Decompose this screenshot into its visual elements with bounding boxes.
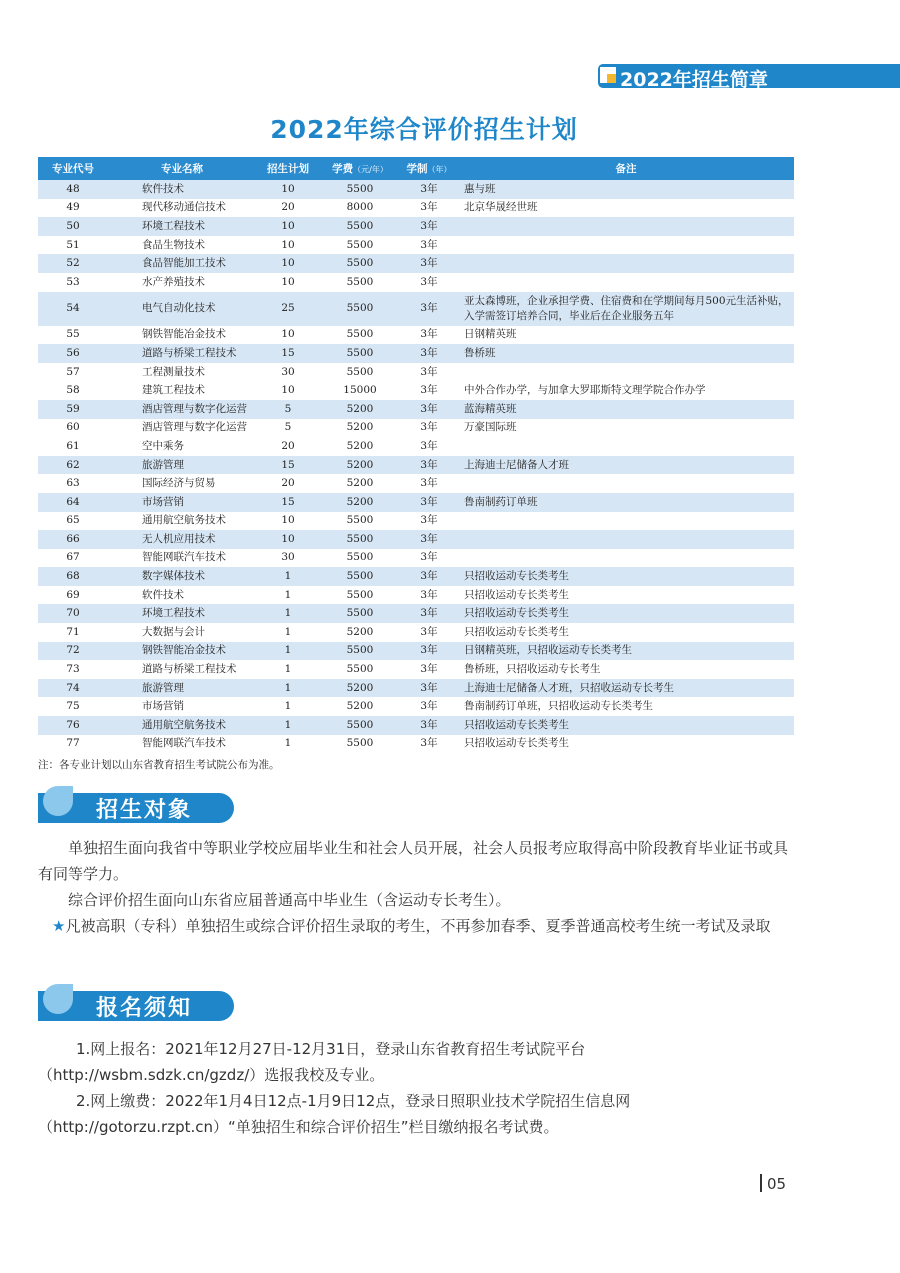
- cell-remark: [458, 437, 794, 456]
- section-heading-registration: [38, 990, 238, 1022]
- cell-years: 3年: [400, 530, 458, 549]
- table-row: [38, 273, 794, 292]
- table-row: [38, 735, 794, 754]
- cell-name: 工程测量技术: [142, 365, 205, 378]
- cell-plan: 10: [281, 384, 295, 397]
- cell-name: 道路与桥梁工程技术: [108, 344, 256, 363]
- header-years-unit: （年）: [427, 165, 452, 174]
- cell-plan: 20: [281, 439, 295, 452]
- table-header-row: [38, 157, 794, 180]
- cell-years: 3年: [420, 663, 438, 676]
- paragraph: [38, 913, 800, 939]
- cell-years: 3年: [420, 421, 438, 434]
- cell-plan: 1: [256, 679, 320, 698]
- cell-years: 3年: [420, 275, 438, 288]
- cell-years: 3年: [400, 493, 458, 512]
- cell-name: 酒店管理与数字化运营: [142, 421, 247, 434]
- cell-plan: 1: [256, 642, 320, 661]
- table-row: [38, 512, 794, 531]
- cell-code: 60: [66, 421, 80, 434]
- cell-code: 69: [66, 588, 80, 601]
- table-row: [38, 716, 794, 735]
- cell-name: 智能网联汽车技术: [142, 737, 226, 750]
- table-row: [38, 292, 794, 326]
- cell-remark: [458, 254, 794, 273]
- cell-remark: 只招收运动专长类考生: [458, 716, 794, 735]
- cell-plan: 20: [281, 201, 295, 214]
- table-row: [38, 217, 794, 236]
- cell-fee: 5500: [320, 716, 400, 735]
- cell-fee: 5500: [320, 567, 400, 586]
- cell-plan: 10: [256, 217, 320, 236]
- cell-fee: 5500: [346, 514, 374, 527]
- table-row: [38, 419, 794, 438]
- cell-name: 旅游管理: [108, 679, 256, 698]
- cell-plan: 1: [284, 737, 292, 750]
- page-title: 2022年综合评价招生计划: [270, 115, 578, 144]
- cell-name: 道路与桥梁工程技术: [142, 663, 237, 676]
- table-row: [38, 697, 794, 716]
- cell-years: 3年: [400, 679, 458, 698]
- cell-plan: 15: [256, 493, 320, 512]
- leaf-icon: [43, 984, 73, 1014]
- cell-years: 3年: [400, 180, 458, 199]
- cell-remark: 鲁桥班，只招收运动专长考生: [464, 663, 601, 676]
- cell-fee: 5500: [346, 275, 374, 288]
- cell-remark: 惠与班: [458, 180, 794, 199]
- cell-fee: 5500: [320, 217, 400, 236]
- header-years: [400, 157, 458, 180]
- cell-remark: 上海迪士尼储备人才班，只招收运动专长考生: [458, 679, 794, 698]
- cell-plan: 1: [284, 700, 292, 713]
- banner-title: 2022年招生简章: [620, 69, 768, 91]
- header-code: 专业代号: [38, 157, 108, 180]
- cell-code: 76: [38, 716, 108, 735]
- cell-fee: 5500: [320, 642, 400, 661]
- paragraph: 单独招生面向我省中等职业学校应届毕业生和社会人员开展，社会人员报考应取得高中阶段教育毕业证书或具有同等学力。: [38, 839, 789, 883]
- cell-years: 3年: [420, 737, 438, 750]
- table-row: [38, 493, 794, 512]
- table-row: [38, 642, 794, 661]
- table-row: [38, 660, 794, 679]
- cell-name: 水产养殖技术: [142, 275, 205, 288]
- table-row: [38, 236, 794, 255]
- section-heading-label: 报名须知: [96, 996, 193, 1021]
- table-row: [38, 180, 794, 199]
- cell-name: 通用航空航务技术: [142, 514, 226, 527]
- cell-code: 54: [38, 292, 108, 326]
- cell-fee: 5500: [320, 530, 400, 549]
- cell-fee: 5200: [346, 439, 374, 452]
- cell-remark: [458, 474, 794, 493]
- cell-name: 食品生物技术: [142, 238, 205, 251]
- cell-code: 64: [38, 493, 108, 512]
- cell-plan: 30: [281, 365, 295, 378]
- cell-remark: 万豪国际班: [464, 421, 517, 434]
- cell-fee: 5200: [320, 456, 400, 475]
- cell-name: 通用航空航务技术: [108, 716, 256, 735]
- cell-years: 3年: [420, 201, 438, 214]
- cell-fee: 5500: [346, 551, 374, 564]
- page-number: [760, 1174, 786, 1193]
- cell-code: 68: [38, 567, 108, 586]
- cell-fee: 5200: [346, 477, 374, 490]
- cell-code: 49: [66, 201, 80, 214]
- cell-plan: 1: [256, 716, 320, 735]
- cell-remark: 鲁桥班: [458, 344, 794, 363]
- cell-remark: [458, 549, 794, 568]
- cell-plan: 10: [281, 328, 295, 341]
- table-row: [38, 326, 794, 345]
- paragraph-text: 凡被高职（专科）单独招生或综合评价招生录取的考生，不再参加春季、夏季普通高校考生统一考试及录取: [65, 917, 771, 935]
- cell-name: 建筑工程技术: [142, 384, 205, 397]
- cell-remark: 只招收运动专长类考生: [458, 567, 794, 586]
- table-row: [38, 586, 794, 605]
- cell-name: 智能网联汽车技术: [142, 551, 226, 564]
- table-row: [38, 623, 794, 642]
- cell-plan: 15: [256, 456, 320, 475]
- cell-code: 63: [66, 477, 80, 490]
- cell-remark: [458, 530, 794, 549]
- header-years-label: 学制: [406, 163, 428, 175]
- cell-fee: 5500: [346, 663, 374, 676]
- cell-fee: 5500: [320, 344, 400, 363]
- cell-code: 74: [38, 679, 108, 698]
- cell-plan: 10: [256, 180, 320, 199]
- cell-years: 3年: [420, 365, 438, 378]
- cell-years: 3年: [420, 588, 438, 601]
- cell-remark: 鲁南制药订单班: [458, 493, 794, 512]
- page-number-rule: [760, 1174, 762, 1192]
- cell-code: 53: [66, 275, 80, 288]
- cell-name: 无人机应用技术: [108, 530, 256, 549]
- cell-plan: 1: [284, 625, 292, 638]
- table-row: [38, 530, 794, 549]
- section-heading-label: 招生对象: [96, 798, 193, 823]
- header-fee-unit: （元/年）: [353, 165, 388, 174]
- cell-remark: [458, 273, 794, 292]
- cell-remark: 只招收运动专长类考生: [464, 737, 569, 750]
- cell-code: 51: [66, 238, 80, 251]
- cell-code: 52: [38, 254, 108, 273]
- cell-years: 3年: [420, 439, 438, 452]
- table-row: [38, 400, 794, 419]
- table-row: [38, 363, 794, 382]
- cell-plan: 20: [281, 477, 295, 490]
- cell-years: 3年: [400, 567, 458, 586]
- table-footnote: 注：各专业计划以山东省教育招生考试院公布为准。: [38, 759, 280, 771]
- cell-name: 大数据与会计: [142, 625, 205, 638]
- table-row: [38, 456, 794, 475]
- cell-plan: 10: [256, 530, 320, 549]
- enrollment-plan-table: [38, 157, 794, 753]
- cell-fee: 5500: [346, 365, 374, 378]
- cell-code: 56: [38, 344, 108, 363]
- cell-fee: 15000: [343, 384, 377, 397]
- cell-remark: 只招收运动专长类考生: [464, 588, 569, 601]
- cell-plan: 5: [256, 400, 320, 419]
- table-row: [38, 549, 794, 568]
- table-row: [38, 437, 794, 456]
- cell-remark: 中外合作办学，与加拿大罗耶斯特文理学院合作办学: [464, 384, 706, 397]
- cell-name: 环境工程技术: [108, 217, 256, 236]
- table-row: [38, 567, 794, 586]
- cell-plan: 15: [256, 344, 320, 363]
- cell-remark: 北京华晟经世班: [464, 201, 538, 214]
- header-fee-label: 学费: [332, 163, 354, 175]
- cell-code: 75: [66, 700, 80, 713]
- paragraph: 2.网上缴费：2022年1月4日12点-1月9日12点，登录日照职业技术学院招生信息网（http://gotorzu.rzpt.cn）“单独招生和综合评价招生”栏目缴纳报名考试费。: [38, 1092, 631, 1136]
- cell-code: 59: [38, 400, 108, 419]
- cell-remark: 日钢精英班: [464, 328, 517, 341]
- cell-code: 73: [66, 663, 80, 676]
- cell-code: 70: [38, 604, 108, 623]
- cell-name: 钢铁智能冶金技术: [142, 328, 226, 341]
- cell-plan: 1: [256, 604, 320, 623]
- brochure-logo-icon: [600, 67, 616, 83]
- cell-remark: 蓝海精英班: [458, 400, 794, 419]
- cell-name: 电气自动化技术: [108, 292, 256, 326]
- cell-name: 空中乘务: [142, 439, 184, 452]
- cell-remark: 只招收运动专长类考生: [458, 604, 794, 623]
- header-banner: [598, 64, 900, 91]
- cell-plan: 10: [281, 275, 295, 288]
- cell-code: 77: [66, 737, 80, 750]
- cell-years: 3年: [400, 604, 458, 623]
- cell-remark: 鲁南制药订单班，只招收运动专长类考生: [464, 700, 653, 713]
- table-row: [38, 344, 794, 363]
- cell-years: 3年: [400, 344, 458, 363]
- header-remark: 备注: [458, 157, 794, 180]
- cell-years: 3年: [400, 642, 458, 661]
- cell-code: 71: [66, 625, 80, 638]
- cell-fee: 8000: [346, 201, 374, 214]
- cell-fee: 5200: [320, 400, 400, 419]
- cell-fee: 5200: [346, 700, 374, 713]
- cell-plan: 5: [284, 421, 292, 434]
- cell-years: 3年: [400, 400, 458, 419]
- cell-fee: 5200: [346, 421, 374, 434]
- cell-fee: 5200: [320, 493, 400, 512]
- table-row: [38, 604, 794, 623]
- cell-fee: 5500: [320, 292, 400, 326]
- cell-code: 57: [66, 365, 80, 378]
- cell-code: 66: [38, 530, 108, 549]
- cell-plan: 10: [256, 254, 320, 273]
- cell-remark: 日钢精英班，只招收运动专长类考生: [458, 642, 794, 661]
- cell-years: 3年: [420, 238, 438, 251]
- cell-plan: 1: [256, 567, 320, 586]
- cell-fee: 5500: [320, 254, 400, 273]
- cell-remark: 亚太森博班，企业承担学费、住宿费和在学期间每月500元生活补贴，入学需签订培养合同，毕业后在企业服务五年: [458, 292, 794, 326]
- cell-fee: 5500: [346, 328, 374, 341]
- star-icon: ★: [52, 917, 66, 935]
- table-row: [38, 199, 794, 218]
- header-plan: 招生计划: [256, 157, 320, 180]
- cell-fee: 5500: [346, 238, 374, 251]
- cell-name: 食品智能加工技术: [108, 254, 256, 273]
- cell-fee: 5200: [320, 679, 400, 698]
- cell-remark: [458, 512, 794, 531]
- cell-name: 国际经济与贸易: [142, 477, 216, 490]
- cell-years: 3年: [420, 477, 438, 490]
- cell-name: 环境工程技术: [108, 604, 256, 623]
- cell-remark: [458, 217, 794, 236]
- header-fee: [320, 157, 400, 180]
- cell-years: 3年: [400, 217, 458, 236]
- cell-remark: 上海迪士尼储备人才班: [458, 456, 794, 475]
- cell-remark: [458, 236, 794, 255]
- cell-years: 3年: [420, 328, 438, 341]
- cell-plan: 10: [281, 238, 295, 251]
- cell-code: 65: [66, 514, 80, 527]
- cell-code: 61: [66, 439, 80, 452]
- cell-remark: [458, 363, 794, 382]
- header-name: 专业名称: [108, 157, 256, 180]
- cell-plan: 25: [256, 292, 320, 326]
- cell-years: 3年: [400, 716, 458, 735]
- cell-name: 软件技术: [108, 180, 256, 199]
- cell-plan: 10: [281, 514, 295, 527]
- cell-plan: 1: [284, 663, 292, 676]
- cell-code: 72: [38, 642, 108, 661]
- table-row: [38, 381, 794, 400]
- table-row: [38, 679, 794, 698]
- cell-years: 3年: [400, 254, 458, 273]
- cell-fee: 5500: [320, 604, 400, 623]
- cell-plan: 1: [284, 588, 292, 601]
- cell-code: 67: [66, 551, 80, 564]
- cell-name: 市场营销: [142, 700, 184, 713]
- cell-years: 3年: [420, 625, 438, 638]
- paragraph: 综合评价招生面向山东省应届普通高中毕业生（含运动专长考生）。: [68, 891, 511, 909]
- cell-fee: 5500: [346, 737, 374, 750]
- cell-years: 3年: [420, 700, 438, 713]
- cell-name: 现代移动通信技术: [142, 201, 226, 214]
- cell-fee: 5500: [346, 588, 374, 601]
- cell-name: 市场营销: [108, 493, 256, 512]
- cell-plan: 30: [281, 551, 295, 564]
- table-row: [38, 254, 794, 273]
- table-row: [38, 474, 794, 493]
- cell-years: 3年: [420, 551, 438, 564]
- cell-name: 数字媒体技术: [108, 567, 256, 586]
- paragraph: 1.网上报名：2021年12月27日-12月31日，登录山东省教育招生考试院平台（http://wsbm.sdzk.cn/gzdz/）选报我校及专业。: [38, 1040, 586, 1084]
- cell-code: 62: [38, 456, 108, 475]
- section-heading-admission-target: [38, 792, 238, 824]
- cell-name: 软件技术: [142, 588, 184, 601]
- cell-years: 3年: [400, 292, 458, 326]
- cell-name: 酒店管理与数字化运营: [108, 400, 256, 419]
- cell-code: 55: [66, 328, 80, 341]
- cell-name: 钢铁智能冶金技术: [108, 642, 256, 661]
- cell-code: 58: [66, 384, 80, 397]
- cell-years: 3年: [400, 456, 458, 475]
- cell-years: 3年: [420, 384, 438, 397]
- leaf-icon: [43, 786, 73, 816]
- cell-code: 48: [38, 180, 108, 199]
- cell-name: 旅游管理: [108, 456, 256, 475]
- cell-fee: 5500: [320, 180, 400, 199]
- cell-code: 50: [38, 217, 108, 236]
- cell-remark: 只招收运动专长类考生: [464, 625, 569, 638]
- cell-fee: 5200: [346, 625, 374, 638]
- cell-years: 3年: [420, 514, 438, 527]
- page-number-text: 05: [767, 1175, 787, 1193]
